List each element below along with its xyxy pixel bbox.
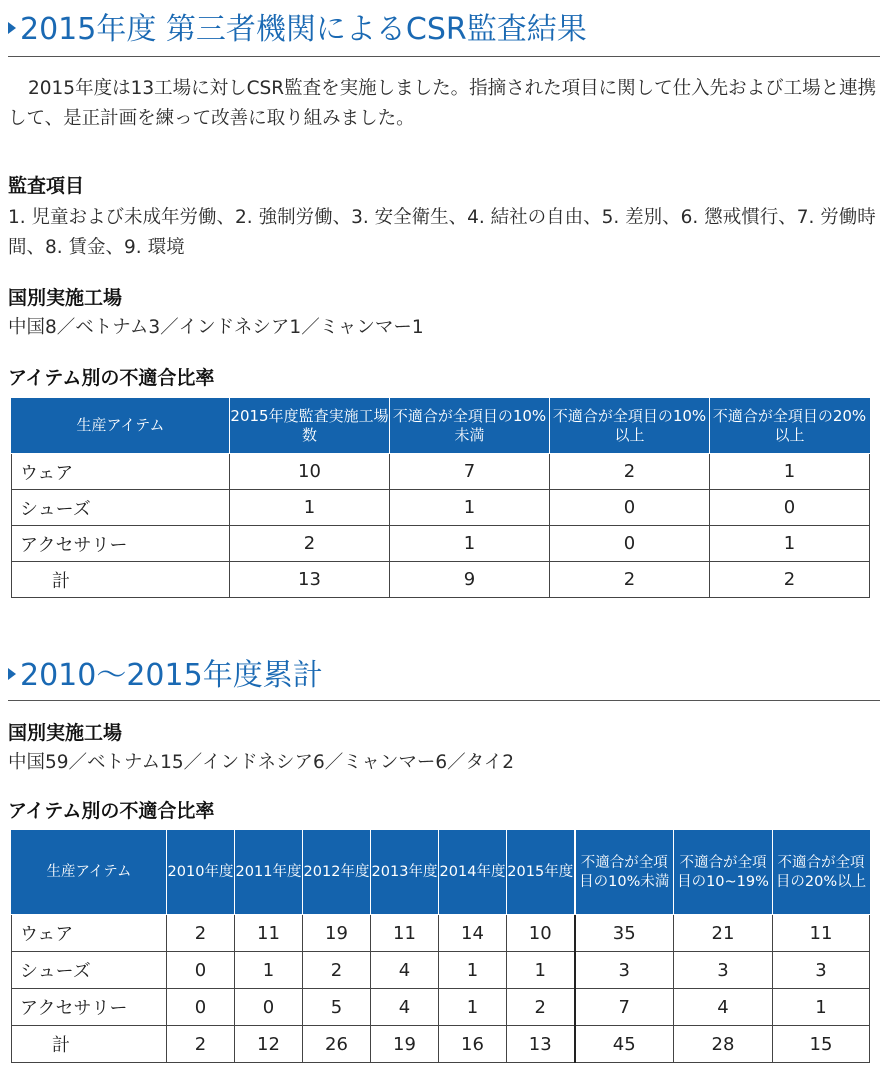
- value-cell: 0: [550, 490, 710, 526]
- value-cell: 4: [371, 952, 439, 989]
- header-cell: 不適合が全項目の20%以上: [710, 399, 870, 454]
- value-cell: 11: [235, 915, 303, 952]
- table-total-row: [12, 1026, 870, 1063]
- header-cell: 2013年度: [371, 831, 439, 915]
- value-cell: 1: [390, 490, 550, 526]
- section-arrow-icon: [8, 668, 16, 680]
- value-cell: 2: [167, 1026, 235, 1063]
- value-cell: 1: [439, 989, 507, 1026]
- value-cell: 3: [773, 952, 870, 989]
- item-cell: シューズ: [12, 952, 167, 989]
- audit-items-heading: 監査項目: [8, 175, 85, 197]
- value-cell: 1: [439, 952, 507, 989]
- item-cell: シューズ: [12, 490, 230, 526]
- header-cell: 2010年度: [167, 831, 235, 915]
- value-cell: 1: [773, 989, 870, 1026]
- header-cell: 不適合が全項目の10%未満: [575, 831, 674, 915]
- value-cell: 15: [773, 1026, 870, 1063]
- header-cell: 不適合が全項目の10%未満: [390, 399, 550, 454]
- item-cell: ウェア: [12, 915, 167, 952]
- country-text-2015: 中国8／ベトナム3／インドネシア1／ミャンマー1: [8, 317, 424, 338]
- table-header-row: [12, 399, 870, 454]
- value-cell: 12: [235, 1026, 303, 1063]
- value-cell: 1: [230, 490, 390, 526]
- section-arrow-icon: [8, 22, 16, 34]
- value-cell: 11: [371, 915, 439, 952]
- table-header-row: [12, 831, 870, 915]
- header-cell: 2015年度監査実施工場数: [230, 399, 390, 454]
- value-cell: 5: [303, 989, 371, 1026]
- value-cell: 45: [575, 1026, 674, 1063]
- value-cell: 3: [575, 952, 674, 989]
- value-cell: 16: [439, 1026, 507, 1063]
- item-cell: ウェア: [12, 454, 230, 490]
- nonconformity-table-2015: [11, 398, 870, 598]
- value-cell: 2: [167, 915, 235, 952]
- value-cell: 19: [371, 1026, 439, 1063]
- section1-title: [8, 10, 587, 50]
- table-row: [12, 989, 870, 1026]
- header-cell: 不適合が全項目の10~19%: [674, 831, 773, 915]
- value-cell: 4: [674, 989, 773, 1026]
- value-cell: 2: [303, 952, 371, 989]
- value-cell: 13: [230, 562, 390, 598]
- item-cell: アクセサリー: [12, 526, 230, 562]
- value-cell: 10: [230, 454, 390, 490]
- value-cell: 21: [674, 915, 773, 952]
- section2-divider: [8, 700, 880, 701]
- value-cell: 13: [507, 1026, 575, 1063]
- value-cell: 10: [507, 915, 575, 952]
- value-cell: 35: [575, 915, 674, 952]
- country-heading-cumulative: 国別実施工場: [8, 722, 123, 744]
- header-cell: 2011年度: [235, 831, 303, 915]
- value-cell: 1: [235, 952, 303, 989]
- table-row: [12, 454, 870, 490]
- value-cell: 4: [371, 989, 439, 1026]
- section2-title: [8, 656, 323, 696]
- nonconformity-table-cumulative: [11, 830, 870, 1063]
- value-cell: 19: [303, 915, 371, 952]
- section1-intro: 2015年度は13工場に対しCSR監査を実施しました。指摘された項目に関して仕入先および工場と連携して、是正計画を練って改善に取り組みました。: [8, 78, 877, 129]
- section2-title-text: 2010～2015年度累計: [20, 658, 323, 693]
- value-cell: 1: [507, 952, 575, 989]
- value-cell: 26: [303, 1026, 371, 1063]
- value-cell: 2: [230, 526, 390, 562]
- audit-items-text: 1. 児童および未成年労働、2. 強制労働、3. 安全衛生、4. 結社の自由、5. 差別、6. 懲戒慣行、7. 労働時間、8. 賃金、9. 環境: [8, 207, 876, 258]
- table1-heading: アイテム別の不適合比率: [8, 367, 215, 389]
- value-cell: 2: [710, 562, 870, 598]
- table-row: [12, 952, 870, 989]
- value-cell: 2: [550, 562, 710, 598]
- table-total-row: [12, 562, 870, 598]
- country-text-cumulative: 中国59／ベトナム15／インドネシア6／ミャンマー6／タイ2: [8, 752, 515, 773]
- value-cell: 1: [710, 454, 870, 490]
- table-row: [12, 915, 870, 952]
- item-cell: アクセサリー: [12, 989, 167, 1026]
- value-cell: 2: [550, 454, 710, 490]
- value-cell: 0: [167, 989, 235, 1026]
- value-cell: 1: [390, 526, 550, 562]
- header-cell: 不適合が全項目の10%以上: [550, 399, 710, 454]
- value-cell: 3: [674, 952, 773, 989]
- value-cell: 11: [773, 915, 870, 952]
- section1-title-text: 2015年度 第三者機関によるCSR監査結果: [20, 12, 587, 47]
- value-cell: 9: [390, 562, 550, 598]
- header-cell: 2014年度: [439, 831, 507, 915]
- header-cell: 2015年度: [507, 831, 575, 915]
- value-cell: 0: [550, 526, 710, 562]
- value-cell: 14: [439, 915, 507, 952]
- header-cell: 2012年度: [303, 831, 371, 915]
- value-cell: 1: [710, 526, 870, 562]
- value-cell: 0: [235, 989, 303, 1026]
- header-cell: 生産アイテム: [12, 831, 167, 915]
- value-cell: 7: [575, 989, 674, 1026]
- table-row: [12, 490, 870, 526]
- section1-divider: [8, 56, 880, 57]
- value-cell: 0: [167, 952, 235, 989]
- value-cell: 2: [507, 989, 575, 1026]
- table2-heading: アイテム別の不適合比率: [8, 800, 215, 822]
- total-label-cell: 計: [12, 1026, 167, 1063]
- value-cell: 28: [674, 1026, 773, 1063]
- value-cell: 0: [710, 490, 870, 526]
- total-label-cell: 計: [12, 562, 230, 598]
- header-cell: 不適合が全項目の20%以上: [773, 831, 870, 915]
- country-heading-2015: 国別実施工場: [8, 287, 123, 309]
- value-cell: 7: [390, 454, 550, 490]
- header-cell: 生産アイテム: [12, 399, 230, 454]
- table-row: [12, 526, 870, 562]
